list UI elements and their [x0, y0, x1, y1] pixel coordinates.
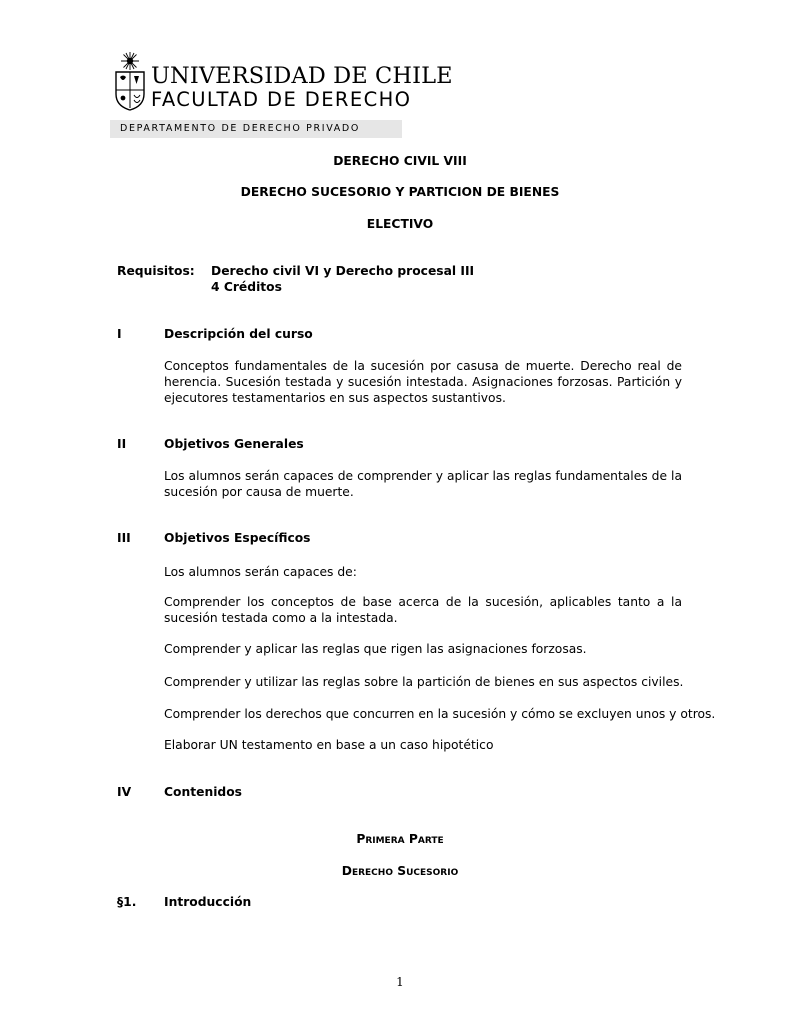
part-subtitle: Derecho Sucesorio — [341, 864, 459, 878]
part-title: Primera Parte — [356, 832, 444, 846]
list-item: Comprender los derechos que concurren en la sucesión y cómo se excluyen unos y otros. — [164, 707, 716, 721]
faculty-name: FACULTAD DE DERECHO — [151, 88, 412, 111]
course-subject: DERECHO SUCESORIO Y PARTICION DE BIENES — [240, 185, 560, 199]
paragraph-title: Introducción — [164, 895, 252, 909]
section-title: Objetivos Específicos — [164, 531, 311, 545]
list-item: Elaborar UN testamento en base a un caso hipotético — [164, 738, 494, 752]
section-title: Descripción del curso — [164, 327, 313, 341]
list-item: Comprender y utilizar las reglas sobre la partición de bienes en sus aspectos civiles. — [164, 675, 684, 689]
section-body: Los alumnos serán capaces de comprender y aplicar las reglas fundamentales de la sucesión por causa de muerte. — [164, 469, 682, 499]
section-numeral: IV — [117, 785, 132, 799]
department-name: DEPARTAMENTO DE DERECHO PRIVADO — [120, 123, 361, 134]
course-title: DERECHO CIVIL VIII — [333, 154, 467, 168]
course-type: ELECTIVO — [366, 217, 434, 231]
requisites-credits: 4 Créditos — [211, 280, 282, 294]
section-numeral: I — [117, 327, 122, 341]
section-body: Conceptos fundamentales de la sucesión por casusa de muerte. Derecho real de herencia. Sucesión testada y sucesión intestada. Asignaciones forzosas. Partición y ejecutores testamentarios en sus aspectos sustantivos. — [164, 359, 682, 405]
paragraph-number: §1. — [117, 895, 137, 909]
requisites-courses: Derecho civil VI y Derecho procesal III — [211, 264, 475, 278]
section-title: Contenidos — [164, 785, 242, 799]
section-numeral: II — [117, 437, 127, 451]
page-number: 1 — [396, 975, 404, 989]
section-title: Objetivos Generales — [164, 437, 304, 451]
list-item: Comprender y aplicar las reglas que rigen las asignaciones forzosas. — [164, 642, 587, 656]
requisites-label: Requisitos: — [117, 264, 195, 278]
section-numeral: III — [117, 531, 131, 545]
objectives-intro: Los alumnos serán capaces de: — [164, 565, 357, 579]
university-seal-icon — [112, 50, 148, 112]
university-name: UNIVERSIDAD DE CHILE — [151, 63, 453, 89]
list-item: Comprender los conceptos de base acerca de la sucesión, aplicables tanto a la sucesión testada como a la intestada. — [164, 595, 682, 625]
